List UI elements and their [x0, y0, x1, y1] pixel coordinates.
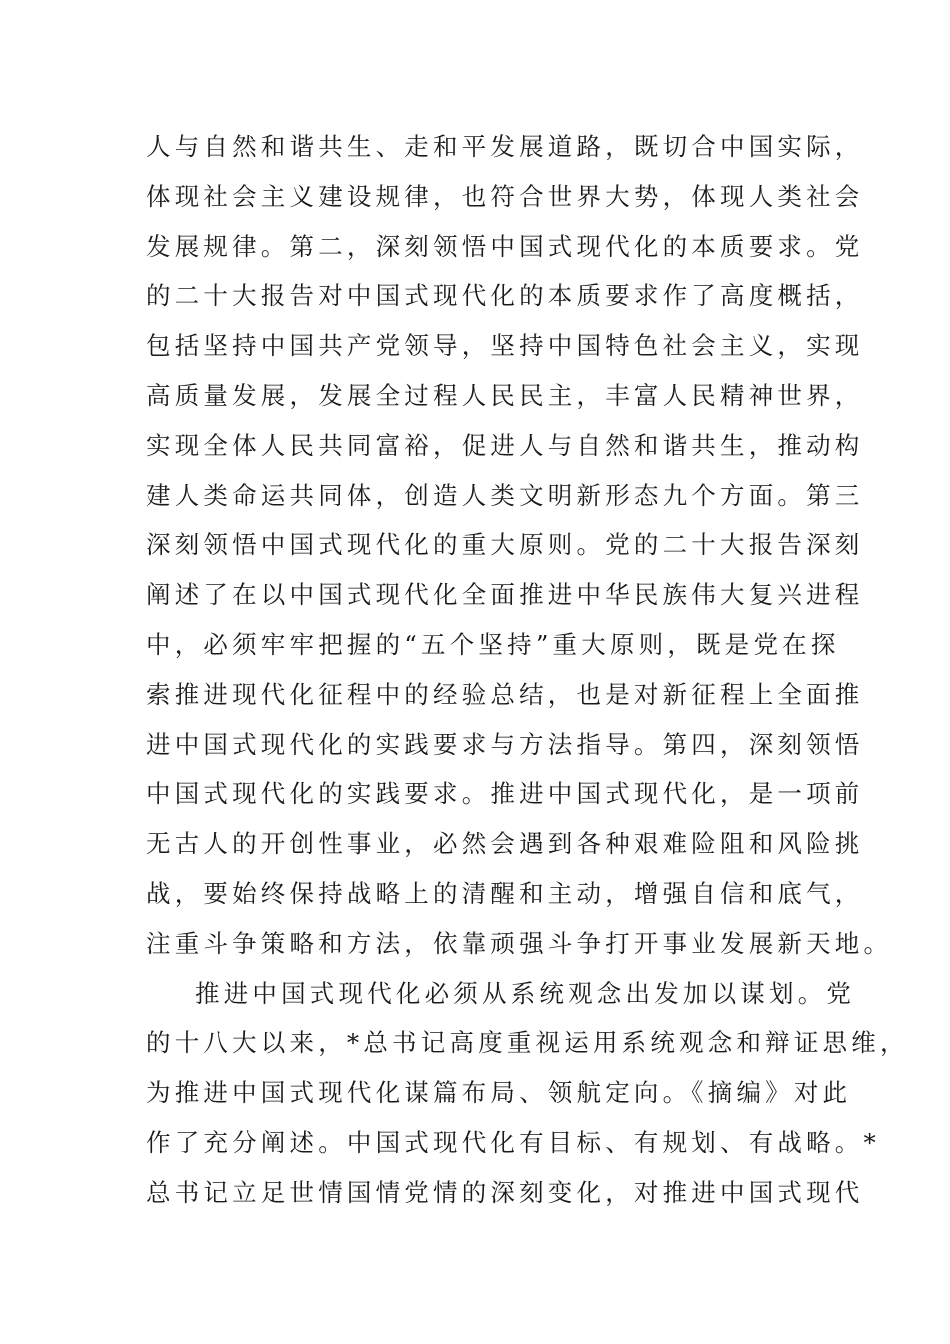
- text-line: 战，要始终保持战略上的清醒和主动，增强自信和底气，: [146, 878, 864, 908]
- paragraph-start-line: 推进中国式现代化必须从系统观念出发加以谋划。党: [195, 978, 856, 1008]
- text-line: 进中国式现代化的实践要求与方法指导。第四，深刻领悟: [146, 729, 864, 759]
- text-line: 中，必须牢牢把握的“五个坚持”重大原则，既是党在探: [146, 629, 840, 659]
- text-line: 人与自然和谐共生、走和平发展道路，既切合中国实际，: [146, 132, 864, 161]
- text-line: 实现全体人民共同富裕，促进人与自然和谐共生，推动构: [146, 430, 864, 460]
- text-line: 阐述了在以中国式现代化全面推进中华民族伟大复兴进程: [146, 580, 864, 610]
- text-line: 深刻领悟中国式现代化的重大原则。党的二十大报告深刻: [146, 530, 864, 560]
- text-line: 的十八大以来，*总书记高度重视运用系统观念和辩证思维，: [146, 1028, 909, 1058]
- text-line: 发展规律。第二，深刻领悟中国式现代化的本质要求。党: [146, 231, 864, 261]
- text-line: 体现社会主义建设规律，也符合世界大势，体现人类社会: [146, 181, 864, 211]
- body-text: [146, 122, 909, 1218]
- text-line: 注重斗争策略和方法，依靠顽强斗争打开事业发展新天地。: [146, 928, 893, 958]
- text-line: 高质量发展，发展全过程人民民主，丰富人民精神世界，: [146, 380, 864, 410]
- text-line: 为推进中国式现代化谋篇布局、领航定向。《摘编》对此: [146, 1078, 852, 1108]
- text-line: 包括坚持中国共产党领导，坚持中国特色社会主义，实现: [146, 331, 864, 361]
- text-line: 作了充分阐述。中国式现代化有目标、有规划、有战略。*: [146, 1127, 880, 1157]
- text-line: 索推进现代化征程中的经验总结，也是对新征程上全面推: [146, 679, 864, 709]
- text-line: 总书记立足世情国情党情的深刻变化，对推进中国式现代: [146, 1177, 864, 1207]
- text-line: 建人类命运共同体，创造人类文明新形态九个方面。第三: [146, 480, 864, 510]
- text-line: 无古人的开创性事业，必然会遇到各种艰难险阻和风险挑: [146, 829, 864, 859]
- text-line: 的二十大报告对中国式现代化的本质要求作了高度概括，: [146, 281, 864, 311]
- text-line: 中国式现代化的实践要求。推进中国式现代化，是一项前: [146, 779, 864, 809]
